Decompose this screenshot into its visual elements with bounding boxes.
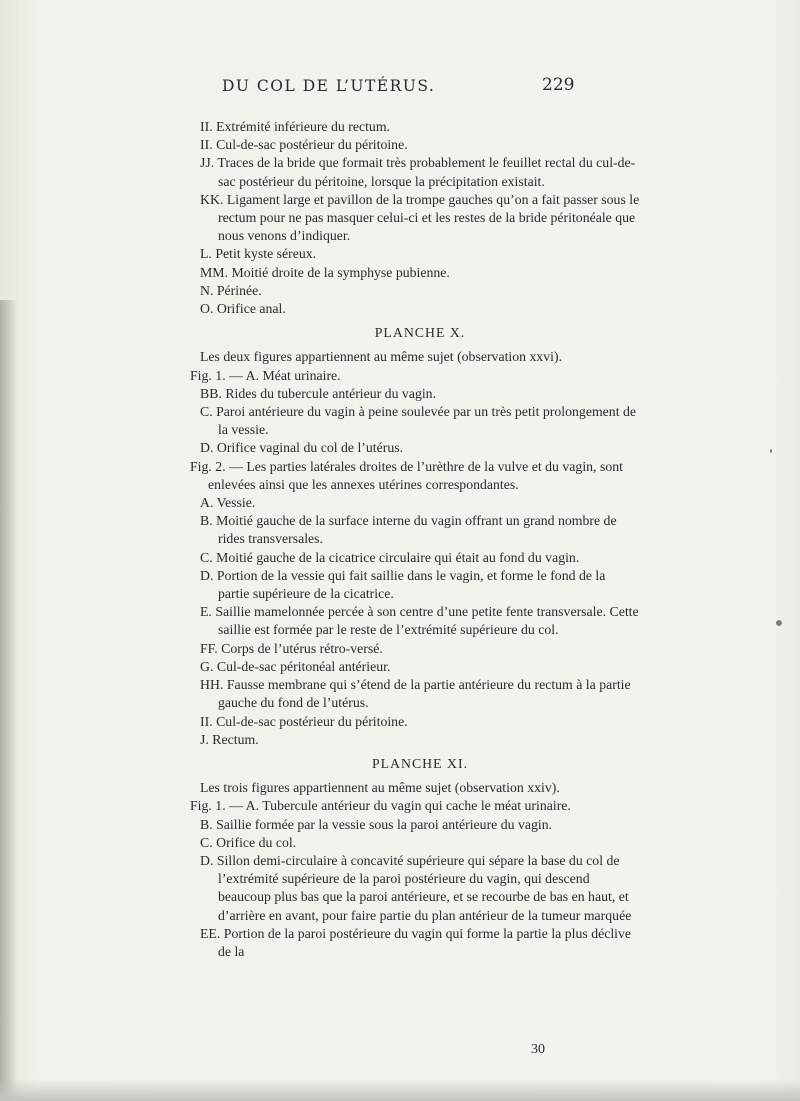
plate-heading-x: PLANCHE X. bbox=[374, 325, 466, 341]
plate-x-fig2 bbox=[190, 458, 640, 494]
legend-entry bbox=[200, 567, 640, 603]
legend-entry bbox=[200, 852, 640, 925]
fig-text: A. Méat urinaire. bbox=[245, 367, 341, 383]
legend-label: EE. bbox=[200, 925, 221, 941]
legend-text: Cul-de-sac péritonéal antérieur. bbox=[216, 658, 391, 674]
legend-text: Vessie. bbox=[216, 495, 256, 511]
legend-entry bbox=[200, 731, 640, 749]
legend-text: Portion de la paroi postérieure du vagin qui forme la partie la plus déclive de la bbox=[218, 925, 632, 959]
fig-label: Fig. 1. — bbox=[190, 367, 243, 383]
plate-xi-intro bbox=[184, 779, 640, 797]
legend-text: Portion de la vessie qui fait saillie dans le vagin, et forme le fond de la partie supérieure de la cicatrice. bbox=[216, 567, 606, 602]
legend-label: N. bbox=[200, 282, 214, 298]
plate-heading-xi: PLANCHE XI. bbox=[371, 755, 469, 771]
bottom-shadow bbox=[0, 1079, 800, 1101]
legend-entry bbox=[200, 403, 640, 439]
legend-text: Paroi antérieure du vagin à peine soulevée par un très petit prolongement de la vessie. bbox=[216, 404, 636, 438]
legend-text: Traces de la bride que formait très probablement le feuillet rectal du cul-de-sac postérieur du péritoine, lorsque la précipitation existait. bbox=[217, 155, 636, 189]
plate-x-intro-text: Les deux figures appartiennent au même sujet (observation xxvi). bbox=[200, 349, 563, 365]
legend-text: Rectum. bbox=[212, 731, 259, 747]
legend-label: J. bbox=[200, 731, 209, 747]
legend-entry bbox=[200, 603, 640, 639]
legend-block-continued bbox=[200, 118, 640, 318]
legend-label: C. bbox=[200, 404, 213, 420]
running-head: DU COL DE L’UTÉRUS. bbox=[222, 77, 436, 95]
legend-label: JJ. bbox=[200, 155, 215, 171]
legend-text: Sillon demi-circulaire à concavité supérieure qui sépare la base du col de l’extrémité supérieure de la paroi postérieure du vagin, qui descend beaucoup plus bas que la paroi antérieure, et se recourbe de bas en haut, et d’arrière en avant, pour faire partie du plan antérieur de la tumeur marquée bbox=[216, 852, 632, 923]
legend-label: E. bbox=[200, 604, 212, 620]
legend-label: B. bbox=[200, 816, 213, 832]
legend-text: Moitié gauche de la surface interne du vagin offrant un grand nombre de rides transversales. bbox=[216, 513, 617, 547]
legend-label: O. bbox=[200, 301, 214, 317]
legend-entry bbox=[200, 512, 640, 548]
binding-edge bbox=[0, 300, 18, 1101]
legend-entry bbox=[200, 136, 640, 154]
legend-text: Rides du tubercule antérieur du vagin. bbox=[225, 385, 437, 401]
fig-text: Les parties latérales droites de l’urèthre de la vulve et du vagin, sont enlevées ainsi que les annexes utérines correspondantes. bbox=[208, 458, 623, 492]
legend-label: FF. bbox=[200, 640, 218, 656]
legend-entry bbox=[200, 191, 640, 246]
plate-xi-fig1-items bbox=[200, 816, 640, 962]
plate-x-fig1-items bbox=[200, 385, 640, 458]
legend-text: Orifice du col. bbox=[216, 834, 297, 850]
plate-xi-fig1 bbox=[190, 797, 640, 815]
legend-entry bbox=[200, 439, 640, 457]
legend-label: A. bbox=[200, 495, 214, 511]
legend-text: Ligament large et pavillon de la trompe gauches qu’on a fait passer sous le rectum pour ne pas masquer celui-ci et les restes de la bride péritonéale que nous venons d’indiquer. bbox=[218, 191, 640, 244]
legend-text: Corps de l’utérus rétro-versé. bbox=[221, 640, 383, 656]
legend-label: HH. bbox=[200, 677, 224, 693]
legend-label: II. bbox=[200, 713, 213, 729]
legend-entry bbox=[200, 640, 640, 658]
legend-text: Cul-de-sac postérieur du péritoine. bbox=[216, 713, 408, 729]
legend-label: D. bbox=[200, 852, 214, 868]
page-number: 229 bbox=[542, 75, 575, 95]
legend-label: MM. bbox=[200, 264, 228, 280]
legend-text: Saillie mamelonnée percée à son centre d’une petite fente transversale. Cette saillie est formée par le reste de l’extrémité supérieure du col. bbox=[215, 604, 639, 638]
legend-label: D. bbox=[200, 440, 214, 456]
legend-label: II. bbox=[200, 137, 213, 153]
legend-label: C. bbox=[200, 549, 213, 565]
legend-text: Fausse membrane qui s’étend de la partie antérieure du rectum à la partie gauche du fond de l’utérus. bbox=[218, 677, 631, 711]
plate-x-intro bbox=[184, 348, 640, 366]
legend-text: Périnée. bbox=[216, 282, 262, 298]
plate-x-fig2-items bbox=[200, 494, 640, 749]
legend-entry bbox=[200, 245, 640, 263]
legend-entry bbox=[200, 713, 640, 731]
legend-entry bbox=[200, 385, 640, 403]
legend-label: B. bbox=[200, 513, 213, 529]
fig-label: Fig. 1. — bbox=[190, 798, 243, 814]
page-header bbox=[0, 75, 800, 105]
legend-text: Extrémité inférieure du rectum. bbox=[216, 119, 391, 134]
legend-label: L. bbox=[200, 246, 212, 262]
legend-label: II. bbox=[200, 119, 213, 134]
legend-text: Petit kyste séreux. bbox=[215, 246, 317, 262]
ink-speck bbox=[770, 449, 772, 453]
legend-label: D. bbox=[200, 567, 214, 583]
legend-text: Saillie formée par la vessie sous la paroi antérieure du vagin. bbox=[216, 816, 553, 832]
legend-entry bbox=[200, 118, 640, 136]
legend-entry bbox=[200, 264, 640, 282]
legend-label: C. bbox=[200, 834, 213, 850]
legend-entry bbox=[200, 494, 640, 512]
plate-xi-intro-text: Les trois figures appartiennent au même sujet (observation xxiv). bbox=[200, 780, 560, 796]
legend-text: Cul-de-sac postérieur du péritoine. bbox=[216, 137, 408, 153]
legend-label: BB. bbox=[200, 385, 222, 401]
legend-entry bbox=[200, 282, 640, 300]
legend-entry bbox=[200, 300, 640, 318]
signature-mark: 30 bbox=[531, 1042, 545, 1057]
legend-entry bbox=[200, 676, 640, 712]
legend-entry bbox=[200, 816, 640, 834]
ink-speck bbox=[776, 620, 782, 626]
legend-label: KK. bbox=[200, 191, 224, 207]
fig-text: A. Tubercule antérieur du vagin qui cache le méat urinaire. bbox=[245, 798, 571, 814]
legend-entry bbox=[200, 549, 640, 567]
legend-label: G. bbox=[200, 658, 214, 674]
plate-x-fig1 bbox=[190, 367, 640, 385]
legend-entry bbox=[200, 925, 640, 961]
legend-entry bbox=[200, 834, 640, 852]
legend-text: Moitié droite de la symphyse pubienne. bbox=[231, 264, 450, 280]
legend-text: Orifice anal. bbox=[216, 301, 286, 317]
legend-text: Orifice vaginal du col de l’utérus. bbox=[216, 440, 404, 456]
legend-entry bbox=[200, 154, 640, 190]
fig-label: Fig. 2. — bbox=[190, 458, 243, 474]
legend-text: Moitié gauche de la cicatrice circulaire qui était au fond du vagin. bbox=[216, 549, 580, 565]
legend-entry bbox=[200, 658, 640, 676]
page-body bbox=[190, 118, 640, 961]
